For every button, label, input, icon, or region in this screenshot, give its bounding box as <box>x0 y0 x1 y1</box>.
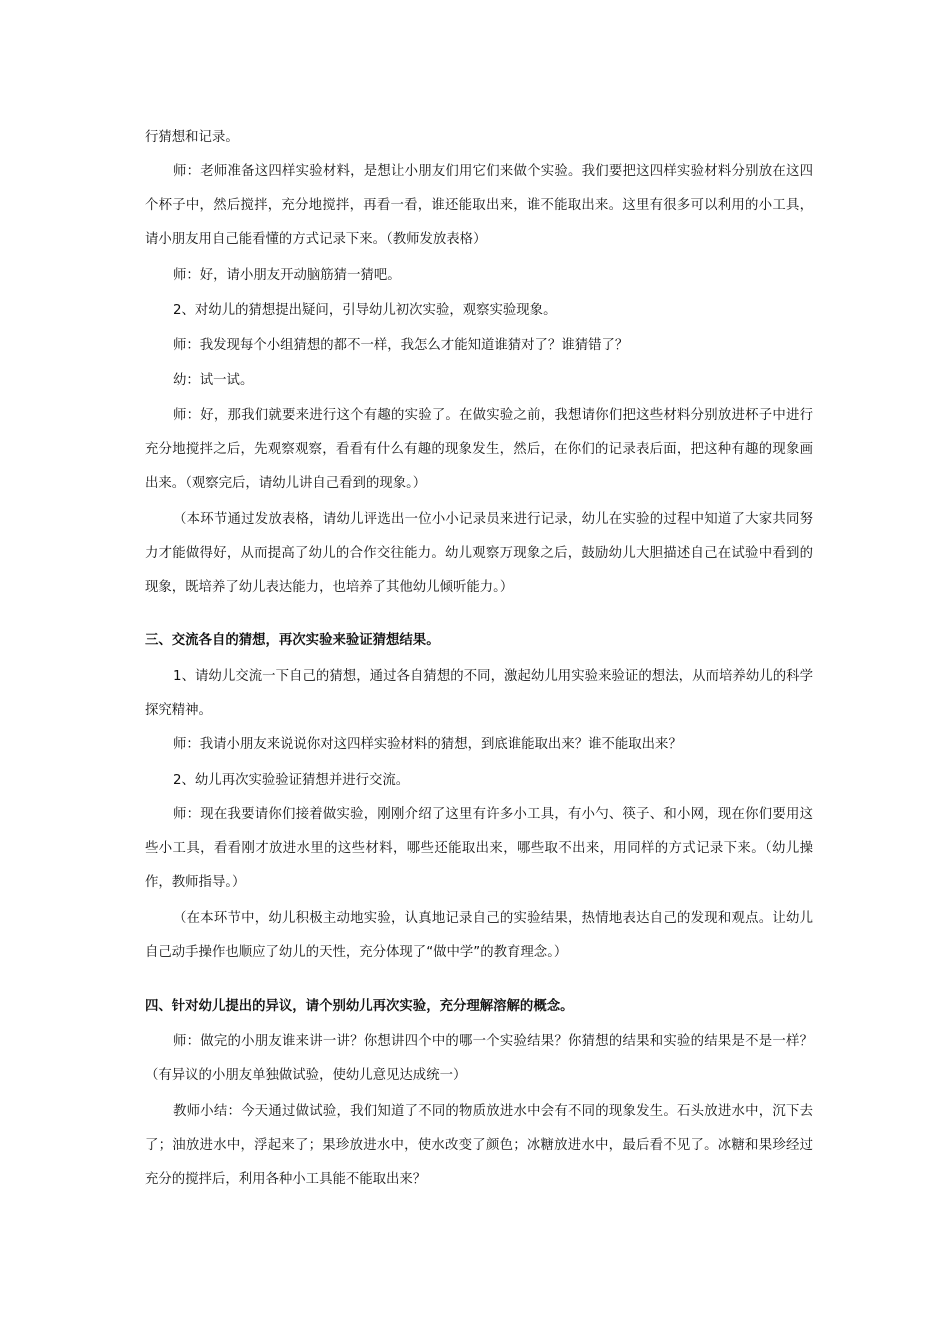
paragraph-teacher-share: 师：做完的小朋友谁来讲一讲？你想讲四个中的哪一个实验结果？你猜想的结果和实验的结果是不是一样？（有异议的小朋友单独做试验，使幼儿意见达成统一） <box>145 1034 813 1083</box>
section-heading-3: 三、交流各自的猜想，再次实验来验证猜想结果。 <box>145 633 440 648</box>
paragraph-note-2: （在本环节中，幼儿积极主动地实验，认真地记录自己的实验结果，热情地表达自己的发现和观点。让幼儿自己动手操作也顺应了幼儿的天性，充分体现了“做中学”的教育理念。） <box>145 911 813 960</box>
paragraph-teacher-question: 师：我发现每个小组猜想的都不一样，我怎么才能知道谁猜对了？谁猜错了？ <box>173 338 629 353</box>
paragraph-teacher-summary: 教师小结：今天通过做试验，我们知道了不同的物质放进水中会有不同的现象发生。石头放进水中，沉下去了；油放进水中，浮起来了；果珍放进水中，使水改变了颜色；冰糖放进水中，最后看不见了。冰糖和果珍经过充分的搅拌后，利用各种小工具能不能取出来？ <box>145 1104 813 1187</box>
paragraph-continuation: 行猜想和记录。 <box>145 130 239 145</box>
paragraph-step-2-verify: 2、幼儿再次实验验证猜想并进行交流。 <box>173 773 410 788</box>
paragraph-teacher-materials: 师：老师准备这四样实验材料，是想让小朋友们用它们来做个实验。我们要把这四样实验材料分别放在这四个杯子中，然后搅拌，充分地搅拌，再看一看，谁还能取出来，谁不能取出来。这里有很多可以利用的小工具，请小朋友用自己能看懂的方式记录下来。（教师发放表格） <box>145 164 813 247</box>
paragraph-step-2: 2、对幼儿的猜想提出疑问，引导幼儿初次实验，观察实验现象。 <box>173 303 557 318</box>
paragraph-teacher-guess: 师：好，请小朋友开动脑筋猜一猜吧。 <box>173 268 401 283</box>
paragraph-child-answer: 幼：试一试。 <box>173 373 254 388</box>
paragraph-teacher-ask: 师：我请小朋友来说说你对这四样实验材料的猜想，到底谁能取出来？谁不能取出来？ <box>173 737 682 752</box>
section-heading-4: 四、针对幼儿提出的异议，请个别幼儿再次实验，充分理解溶解的概念。 <box>145 999 574 1014</box>
paragraph-teacher-experiment: 师：好，那我们就要来进行这个有趣的实验了。在做实验之前，我想请你们把这些材料分别放进杯子中进行充分地搅拌之后，先观察观察，看看有什么有趣的现象发生，然后，在你们的记录表后面，把这种有趣的现象画出来。（观察完后，请幼儿讲自己看到的现象。） <box>145 408 813 491</box>
paragraph-step-1-exchange: 1、请幼儿交流一下自己的猜想，通过各自猜想的不同，激起幼儿用实验来验证的想法，从而培养幼儿的科学探究精神。 <box>145 669 813 718</box>
paragraph-teacher-tools: 师：现在我要请你们接着做实验，刚刚介绍了这里有许多小工具，有小勺、筷子、和小网，现在你们要用这些小工具，看看刚才放进水里的这些材料，哪些还能取出来，哪些取不出来，用同样的方式记录下来。（幼儿操作，教师指导。） <box>145 807 813 890</box>
paragraph-note-1: （本环节通过发放表格，请幼儿评选出一位小小记录员来进行记录，幼儿在实验的过程中知道了大家共同努力才能做得好，从而提高了幼儿的合作交往能力。幼儿观察万现象之后，鼓励幼儿大胆描述自己在试验中看到的现象，既培养了幼儿表达能力，也培养了其他幼儿倾听能力。） <box>145 512 813 595</box>
